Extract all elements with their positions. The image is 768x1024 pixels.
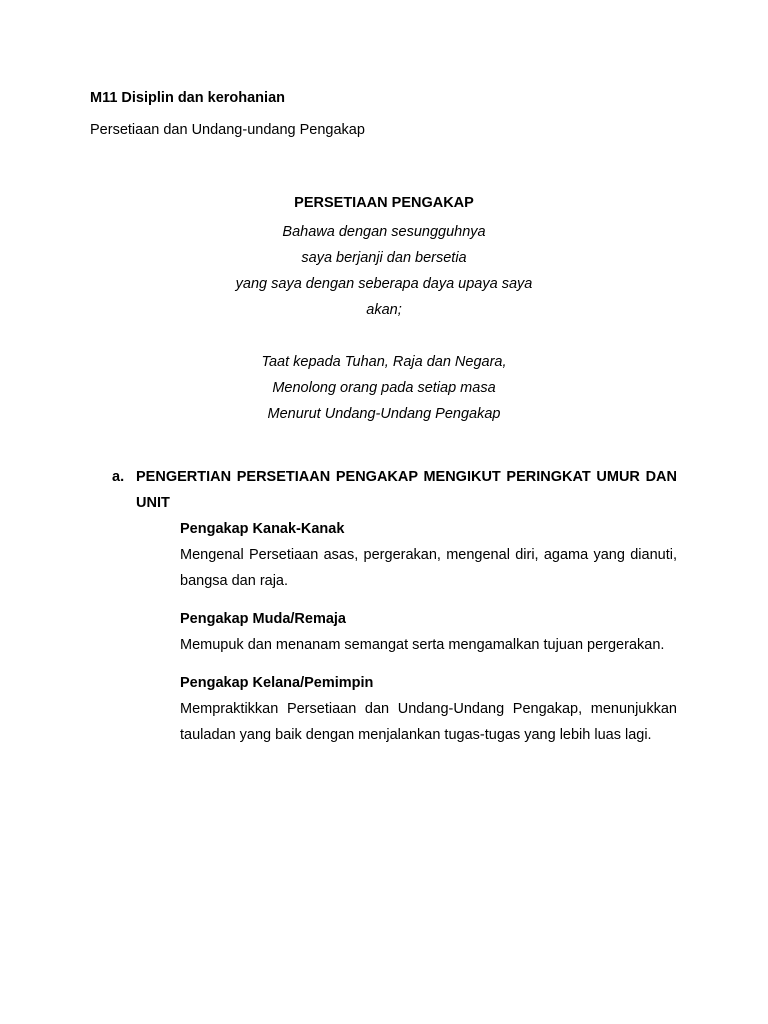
unit-item [180, 516, 677, 594]
unit-name: Pengakap Kelana/Pemimpin [180, 675, 374, 691]
document-heading: M11 Disiplin dan kerohanian [90, 90, 285, 106]
unit-name: Pengakap Muda/Remaja [180, 611, 346, 627]
section-a [112, 464, 677, 760]
section-marker: a. [112, 469, 125, 485]
unit-list [180, 516, 677, 748]
unit-name: Pengakap Kanak-Kanak [180, 521, 345, 537]
unit-description: Mengenal Persetiaan asas, pergerakan, mengenal diri, agama yang dianuti, bangsa dan raja. [180, 547, 677, 589]
pledge-line: Menolong orang pada setiap masa [272, 380, 496, 396]
unit-item [180, 670, 677, 748]
document-subheading: Persetiaan dan Undang-undang Pengakap [90, 122, 365, 138]
pledge-line: Menurut Undang-Undang Pengakap [267, 406, 501, 422]
unit-description: Mempraktikkan Persetiaan dan Undang-Undang Pengakap, menunjukkan tauladan yang baik dengan menjalankan tugas-tugas yang lebih luas lagi. [180, 701, 677, 743]
pledge-line: Bahawa dengan sesungguhnya [282, 224, 486, 240]
unit-item [180, 606, 677, 658]
pledge-block [180, 193, 588, 427]
pledge-line: saya berjanji dan bersetia [301, 250, 467, 266]
section-title: PENGERTIAN PERSETIAAN PENGAKAP MENGIKUT PERINGKAT UMUR DAN UNIT [136, 469, 677, 511]
pledge-line: akan; [366, 302, 402, 318]
section-header [112, 464, 677, 516]
stanza-gap [180, 323, 588, 349]
pledge-line: Taat kepada Tuhan, Raja dan Negara, [261, 354, 507, 370]
pledge-line: yang saya dengan seberapa daya upaya saya [235, 276, 533, 292]
unit-description: Memupuk dan menanam semangat serta mengamalkan tujuan pergerakan. [180, 637, 665, 653]
pledge-title: PERSETIAAN PENGAKAP [294, 195, 474, 211]
